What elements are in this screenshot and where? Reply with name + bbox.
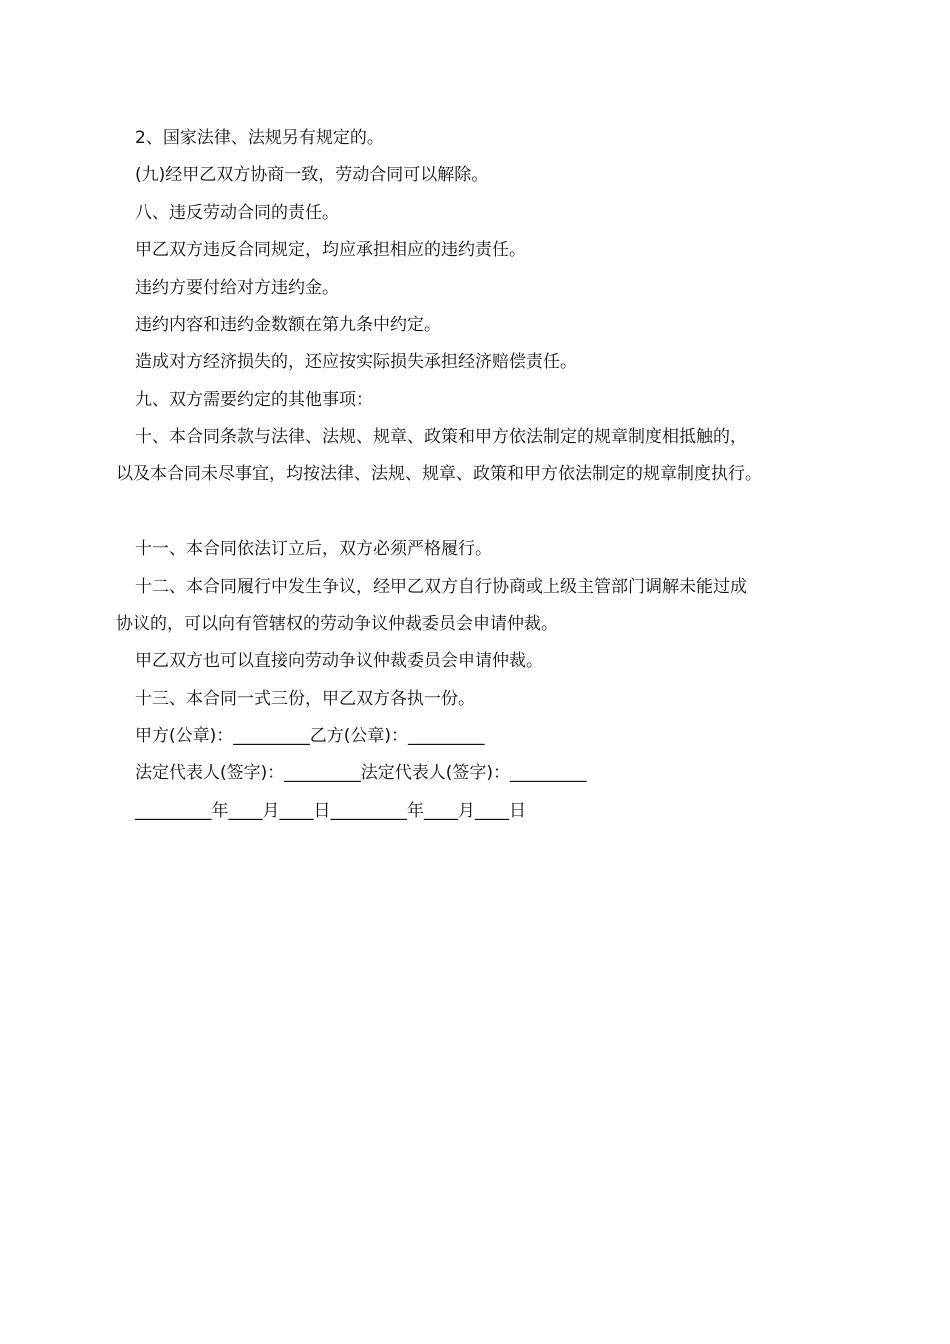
clause-line-14: 甲乙双方也可以直接向劳动争议仲裁委员会申请仲裁。 bbox=[135, 651, 543, 671]
date-line: _________年____月____日_________年____月____日 bbox=[135, 801, 526, 821]
section-12-continuation: 协议的，可以向有管辖权的劳动争议仲裁委员会申请仲裁。 bbox=[116, 614, 558, 634]
section-heading-9: 九、双方需要约定的其他事项： bbox=[135, 390, 373, 410]
clause-line-4: 甲乙双方违反合同规定，均应承担相应的违约责任。 bbox=[135, 240, 526, 260]
clause-line-6: 违约内容和违约金数额在第九条中约定。 bbox=[135, 315, 441, 335]
clause-line-7: 造成对方经济损失的，还应按实际损失承担经济赔偿责任。 bbox=[135, 352, 577, 372]
section-heading-13: 十三、本合同一式三份，甲乙双方各执一份。 bbox=[135, 689, 475, 709]
clause-line-2: (九)经甲乙双方协商一致，劳动合同可以解除。 bbox=[135, 165, 489, 185]
section-heading-11: 十一、本合同依法订立后，双方必须严格履行。 bbox=[135, 539, 492, 559]
section-10-continuation: 以及本合同未尽事宜，均按法律、法规、规章、政策和甲方依法制定的规章制度执行。 bbox=[116, 464, 762, 484]
clause-line-5: 违约方要付给对方违约金。 bbox=[135, 278, 339, 298]
section-heading-10: 十、本合同条款与法律、法规、规章、政策和甲方依法制定的规章制度相抵触的， bbox=[135, 427, 747, 447]
section-heading-8: 八、违反劳动合同的责任。 bbox=[135, 203, 339, 223]
section-heading-12: 十二、本合同履行中发生争议，经甲乙双方自行协商或上级主管部门调解未能过成 bbox=[135, 577, 747, 597]
seal-signature-line: 甲方(公章)：_________乙方(公章)：_________ bbox=[135, 726, 485, 746]
clause-line-1: 2、国家法律、法规另有规定的。 bbox=[135, 128, 384, 148]
legal-rep-signature-line: 法定代表人(签字)：_________法定代表人(签字)：_________ bbox=[135, 763, 587, 783]
